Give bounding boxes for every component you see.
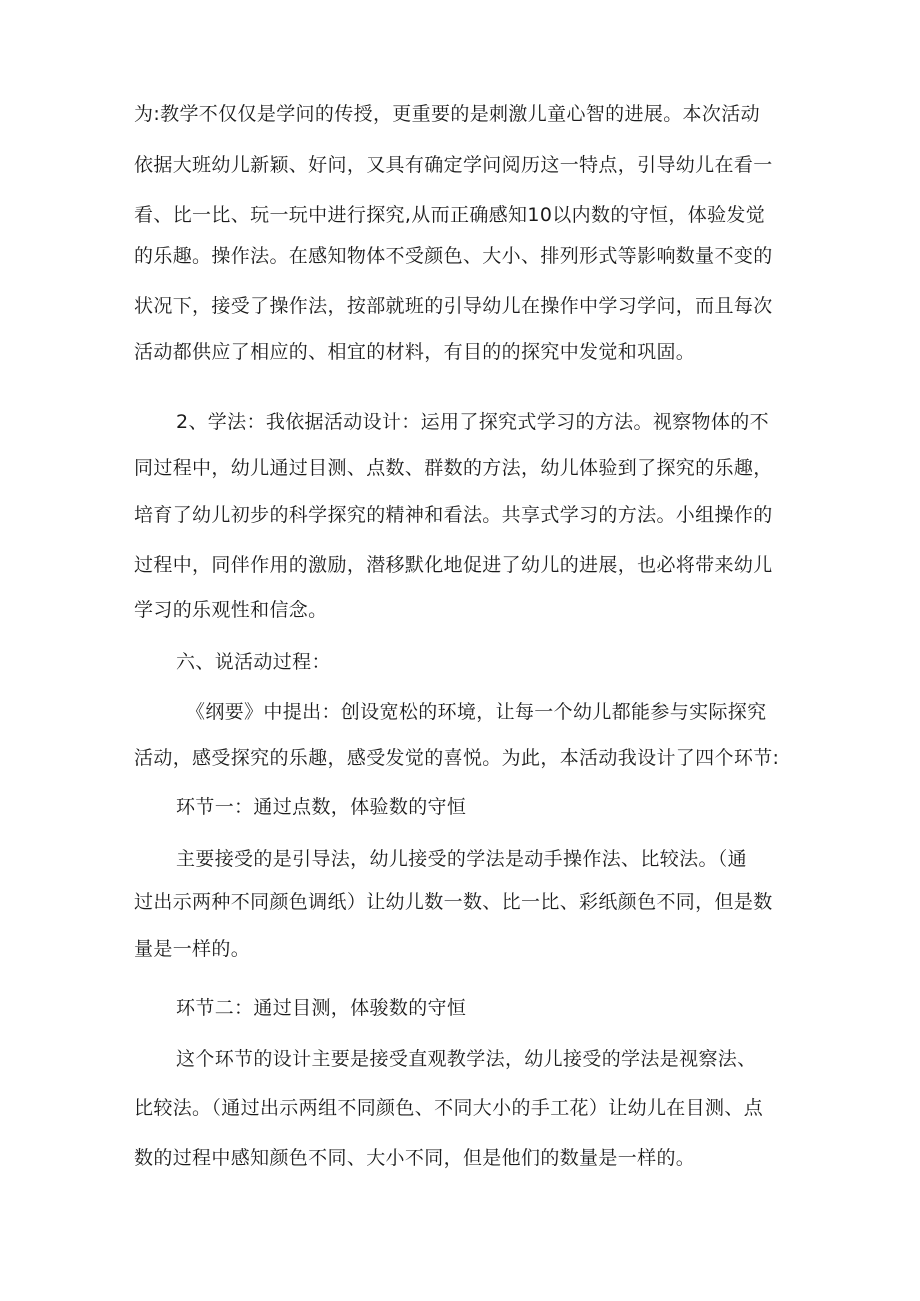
- text-line: 的乐趣。操作法。在感知物体不受颜色、大小、排列形式等影响数量不变的: [134, 245, 773, 267]
- text-line: 同过程中，幼儿通过目测、点数、群数的方法，幼儿体验到了探究的乐趣，: [134, 457, 773, 479]
- text-line: 过出示两种不同颜色调纸）让幼儿数一数、比一比、彩纸颜色不同，但是数: [134, 891, 773, 913]
- text-line: 活动都供应了相应的、相宜的材料，有目的的探究中发觉和巩固。: [134, 341, 696, 363]
- text-line: 2、学法：我依据活动设计：运用了探究式学习的方法。视察物体的不: [176, 411, 769, 433]
- text-line: 状况下，接受了操作法，按部就班的引导幼儿在操作中学习学问，而且每次: [134, 295, 773, 317]
- text-line: 《纲要》中提出：创设宽松的环境，让每一个幼儿都能参与实际探究: [186, 701, 767, 723]
- section-heading: 六、说活动过程：: [176, 651, 331, 673]
- text-line: 主要接受的是引导法，幼儿接受的学法是动手操作法、比较法。（通: [176, 848, 748, 870]
- text-line: 依据大班幼儿新颖、好问，又具有确定学问阅历这一特点，引导幼儿在看一: [134, 154, 773, 176]
- text-line: 活动，感受探究的乐趣，感受发觉的喜悦。为此，本活动我设计了四个环节:: [134, 747, 780, 769]
- step-heading: 环节一：通过点数，体验数的守恒: [176, 796, 467, 818]
- text-line: 比较法。（通过出示两组不同颜色、不同大小的手工花）让幼儿在目测、点: [134, 1097, 764, 1119]
- text-line: 这个环节的设计主要是接受直观教学法，幼儿接受的学法是视察法、: [176, 1048, 757, 1070]
- text-line: 过程中，同伴作用的激励，潜移默化地促进了幼儿的进展，也必将带来幼儿: [134, 554, 773, 576]
- step-heading: 环节二：通过目测，体骏数的守恒: [176, 997, 467, 1019]
- text-line: 为:教学不仅仅是学问的传授，更重要的是刺激儿童心智的进展。本次活动: [134, 103, 760, 125]
- text-line: 看、比一比、玩一玩中进行探究,从而正确感知10以内数的守恒，体验发觉: [134, 204, 766, 226]
- text-line: 学习的乐观性和信念。: [134, 599, 328, 621]
- text-line: 培育了幼儿初步的科学探究的精神和看法。共享式学习的方法。小组操作的: [134, 504, 773, 526]
- text-line: 量是一样的。: [134, 938, 251, 960]
- text-line: 数的过程中感知颜色不同、大小不同，但是他们的数量是一样的。: [134, 1147, 696, 1169]
